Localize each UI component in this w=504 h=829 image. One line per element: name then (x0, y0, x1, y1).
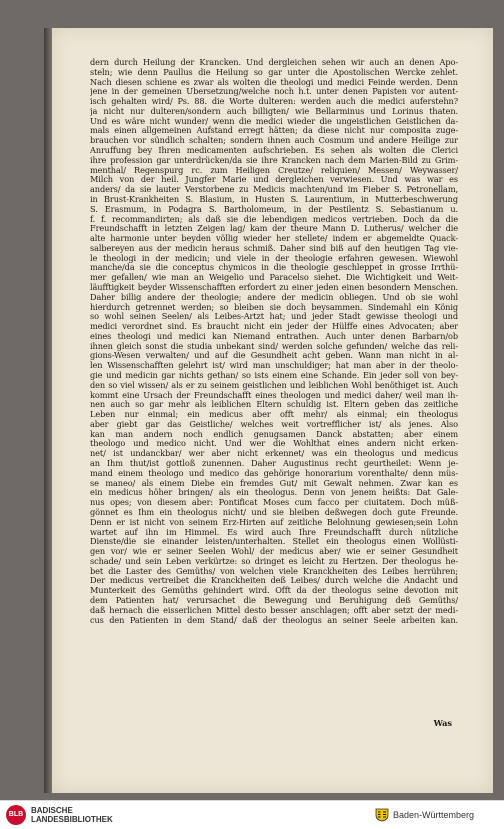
text-line: Der medicus vertreibet die Kranckheiten deß Leibes/ durch welche die Andacht und (90, 576, 458, 586)
text-line: dern durch Heilung der Krancken. Und dergleichen sehen wir auch an denen Apo- (90, 58, 458, 67)
catchword: Was (433, 718, 452, 728)
text-line: hierdurch getrennet werden; so bleiben sie doch beysammen. Sindemahl ein König (90, 302, 458, 312)
text-line: steln; wie denn Paullus die Heilung so gar unter die Apostolischen Wercke zehlet. (90, 67, 458, 77)
text-line: ja nicht nur dulteren/sondern auch billigten/ wie Bellarminus und Lorinus thaten. (90, 106, 458, 116)
text-line: dem Patienten hat/ verursachet die Bewegung und Beruhigung deß Gemüths/ (90, 595, 458, 605)
text-line: net/ ist undanckbar/ wer aber nicht erkennet/ was ein theologus und medicus (90, 449, 458, 459)
text-line: kommt eine Ursach der Freundschafft eines theologen und medici daher/ weil man ih- (90, 390, 458, 400)
text-line: menthal/ Regenspurg rc. zum Heiligen Creutze/ reliquien/ Messen/ Weywasser/ (90, 165, 458, 175)
text-line: Nach diesen schiene es zwar als wolten die theologi und medici Feinde werden. Denn (90, 77, 458, 87)
text-line: Freundschafft in letzten Zeigen lag/ kam der theure Mann D. Lutherus/ welcher die (90, 224, 458, 234)
text-line: mand einem theologo und medico das gehörige honorarium vorenthalte/ denn müs- (90, 468, 458, 478)
text-line: bet die Laster des Gemüths/ von welchen viele Kranckheiten des Leibes herrühren; (90, 566, 458, 576)
footer-bar (0, 800, 504, 829)
library-name-line2: LANDESBIBLIOTHEK (31, 815, 113, 824)
text-line: mals einen allgemeinen Aufstand erregt hätten; da diese nicht nur composita zuge- (90, 126, 458, 136)
text-line: eines theologi und medici kan Niemand entrathen. Auch unter denen Barbarn/ob (90, 331, 458, 341)
text-line: nen auch so gar mehr als leiblichen Eltern schuldig ist. Eltern geben das zeitliche (90, 400, 458, 410)
text-line: in Brust-Krankheiten S. Blasium, in Husten S. Laurentium, in Mutterbeschwerung (90, 194, 458, 204)
text-line: Milch von der heil. Jungfer Marie und dergleichen verwiesen. Und was war es (90, 175, 458, 185)
text-line: nus opes; von diesem aber: Pontificat Moses cum facco per ciuitatem. Doch müß- (90, 498, 458, 508)
text-line: gie und medicin gar nichts gethan/ so ists einem eine Schande. Ein jeder soll von bey- (90, 371, 458, 380)
text-line: ein medicus höher bringen/ als ein theologus. Denn von jenem heißts: Dat Gale- (90, 488, 458, 498)
text-line: Daher billig andere der theologie; andere der medicin obliegen. Und ob sie wohl (90, 292, 458, 302)
text-line: mer gefallen/ wie man an Weigelio und Paracelso siehet. Die Wichtigkeit und Weit- (90, 273, 458, 283)
text-line: schade/ und sein Leben verkürtze: so dringet es leicht zu Hertzen. Der theologus he- (90, 556, 458, 566)
text-line: f. f. recommandirten; als daß sie die lebendigen medicos vertrieben. Doch da die (90, 214, 458, 224)
text-line: le theologi in der medicin; und viele in der theologie erfahren gewesen. Wiewohl (90, 253, 458, 263)
text-line: cus den Patienten in dem Stand/ daß der theologus an seiner Seele arbeiten kan. (90, 615, 458, 625)
text-line: aber giebt gar das Geistliche/ welches weit vortrefflicher ist/ als jenes. Also (90, 419, 458, 429)
state-coat-of-arms-icon[interactable] (375, 808, 389, 822)
text-line: len Wissenschafften gelehrt ist/ wird man unschuldiger; hat man aber in der theolo- (90, 361, 458, 371)
text-line: alte harmonie unter beyden völlig wieder her stellete/ indem er abgemeldte Quack- (90, 234, 458, 244)
text-line: Leben nur einmal; ein medicus aber offt mehr/ als einmal; ein theologus (90, 410, 458, 420)
text-line: daß hernach die eisserlichen Mittel desto besser anschlagen; offt aber setzt der medi- (90, 605, 458, 615)
text-line: den so viel wissen/ als er zu seinem geistlichen und leiblichen Wohl benöthiget ist. Auch (90, 380, 458, 390)
library-name[interactable] (31, 806, 113, 824)
text-line: theologo und medico nicht. Und wer die Wohlthat eines andern nicht erken- (90, 439, 458, 449)
text-line: gions-Wesen verwalten/ und auf die Gesundheit acht geben. Wann man nicht in al- (90, 351, 458, 361)
text-line: brauchen vor sündlich schalten; sondern ihnen auch Cosmum und andere Heilige zur (90, 136, 458, 146)
text-line: an Ihm thut/ist gottloß zunennen. Daher Augustinus recht geurtheilet: Wenn je- (90, 459, 458, 469)
text-line: so wohl seinen Seelen/ als Leibes-Artzt hat; und jeder Stadt gewisse theologi und (90, 312, 458, 322)
text-line: medici verordnet sind. Es braucht nicht ein jeder der Hülffe eines Advocaten; aber (90, 322, 458, 332)
text-line: anders/ da sie lauter Verstorbene zu Medicis machten/und im Fieber S. Petronellam, (90, 185, 458, 195)
text-line: läufftigkeit beyder Wissenschafften erfordert zu einer jeden einen besondern Menschen. (90, 282, 458, 292)
text-line: Dienste/die sie einander leisten/unterhalten. Stellet ein theologus einen Wollüsti- (90, 537, 458, 547)
blb-logo[interactable]: BLB (6, 805, 26, 825)
text-line: Und es wäre nicht wunder/ wenn die medici wieder die ungeistlichen Geistlichen da- (90, 116, 458, 126)
text-line: salbereyen aus der medicin heraus schmiß. Daher sind biß auf den heutigen Tag vie- (90, 243, 458, 253)
text-line: Munterkeit des Gemüths gehindert wird. Offt da der theologus seine devotion mit (90, 586, 458, 596)
text-line: Denn er ist nicht von seinem Erz-Hirten auf zeitliche Belohnung gewiesen;sein Lohn (90, 517, 458, 527)
text-line: gönnet es Ihm ein theologus nicht/ und sie bleiben deßwegen doch gute Freunde. (90, 507, 458, 517)
state-name[interactable]: Baden-Württemberg (393, 810, 475, 820)
text-line: ihre profession gar unterdrücken/da sie ihre Krancken nach dem Marien-Bild zu Grim- (90, 155, 458, 165)
text-line: kan man andern noch endlich genugsamen Danck abstatten; aber einem (90, 429, 458, 439)
text-line: manche/da sie die conceptus chymicos in die theologie geschleppet in grosse Irrthü- (90, 263, 458, 273)
text-line: se maneo/ als einem Diebe ein fremdes Gut/ mit Gewalt nehmen. Zwar kan es (90, 478, 458, 488)
text-line: jene in der gemeinen Übersetzung/welche noch h.t. unter denen Papisten vor autent- (90, 87, 458, 97)
text-line: gen vor/ wie er seiner Seelen Wohl/ der medicus aber/ wie er seiner Gesundheit (90, 547, 458, 557)
text-line: wartet auf ihn im Himmel. Es wird auch Ihre Freundschafft durch nützliche (90, 527, 458, 537)
library-name-line1: BADISCHE (31, 806, 73, 815)
text-line: Anruffung bey Ihren medicamenten aufschrieben. Es sehen als wolten die Clerici (90, 146, 458, 156)
text-line: ihnen gleich sonst die studia unbekant sind/ werden solche gefunden/ welche das reli- (90, 341, 458, 351)
text-line: isch gehalten wird/ Ps. 88. die Worte dulteren: werden auch die medici auferstehn? (90, 97, 458, 107)
text-line: S. Erasmum, in Podagra S. Bartholomeum, in der Pestilentz S. Sebastianum u. (90, 204, 458, 214)
document-text-block (90, 58, 458, 625)
